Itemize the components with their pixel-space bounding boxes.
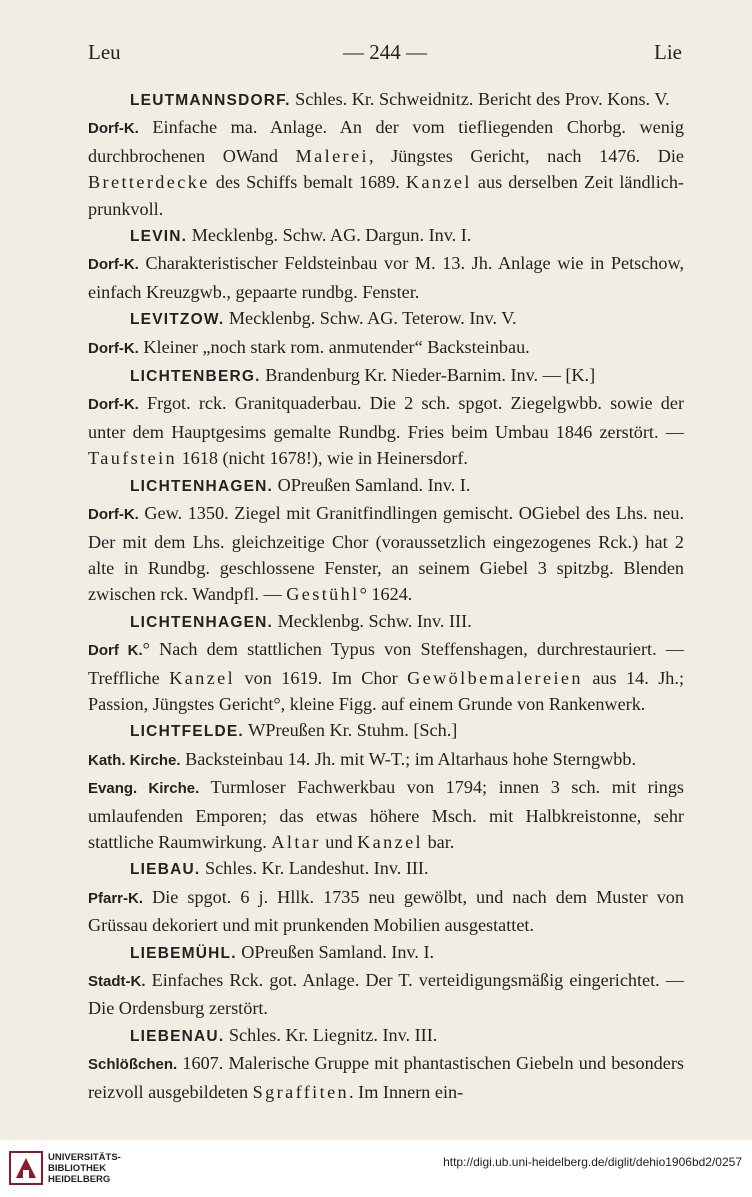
source-url-link[interactable]: http://digi.ub.uni-heidelberg.de/diglit/dehio1906bd2/0257 bbox=[443, 1155, 742, 1169]
building-entry: Schlößchen. 1607. Malerische Gruppe mit phantastischen Giebeln und besonders reizvoll ausgebildeten Sgraffiten. Im Innern ein- bbox=[88, 1053, 684, 1102]
building-entry: Evang. Kirche. Turmloser Fachwerkbau von 1794; innen 3 sch. mit rings umlaufenden Emporen; das etwas höhere Msch. mit Halbkreistonne, sehr stattliche Raumwirkung. Altar und Kanzel bar. bbox=[88, 777, 684, 852]
building-entry: Dorf-K. Kleiner „noch stark rom. anmutender“ Backsteinbau. bbox=[88, 336, 530, 357]
place-heading: LIEBAU. Schles. Kr. Landeshut. Inv. III. bbox=[130, 858, 429, 879]
building-entry: Dorf-K. Einfache ma. Anlage. An der vom tiefliegenden Chorbg. wenig durchbrochenen OWand Malerei, Jüngstes Gericht, nach 1476. Die Bretterdecke des Schiffs bemalt 1689. Kanzel aus derselben Zeit ländlich-prunkvoll. bbox=[88, 117, 684, 219]
building-entry: Dorf K.° Nach dem stattlichen Typus von Steffenshagen, durchrestauriert. — Treffliche Kanzel von 1619. Im Chor Gewölbemalereien aus 14. Jh.; Passion, Jüngstes Gericht°, kleine Figg. auf einem Grunde von Rankenwerk. bbox=[88, 639, 684, 714]
place-heading: LEVIN. Mecklenbg. Schw. AG. Dargun. Inv. I. bbox=[130, 225, 472, 246]
running-head-right: Lie bbox=[654, 40, 682, 64]
building-entry: Dorf-K. Charakteristischer Feldsteinbau vor M. 13. Jh. Anlage wie in Petschow, einfach Kreuzgwb., gepaarte rundbg. Fenster. bbox=[88, 253, 684, 302]
place-heading: LICHTFELDE. WPreußen Kr. Stuhm. [Sch.] bbox=[130, 720, 458, 741]
place-heading: LEUTMANNSDORF. Schles. Kr. Schweidnitz. Bericht des Prov. Kons. V. bbox=[130, 89, 670, 109]
place-heading: LIEBEMÜHL. OPreußen Samland. Inv. I. bbox=[130, 941, 435, 962]
main-text bbox=[88, 86, 684, 1105]
place-heading: LICHTENHAGEN. OPreußen Samland. Inv. I. bbox=[130, 474, 471, 495]
place-heading: LICHTENBERG. Brandenburg Kr. Nieder-Barnim. Inv. — [K.] bbox=[130, 365, 596, 386]
footer-bar bbox=[0, 1140, 752, 1197]
building-entry: Dorf-K. Gew. 1350. Ziegel mit Granitfindlingen gemischt. OGiebel des Lhs. neu. Der mit dem Lhs. gleichzeitige Chor (voraussetzlich eingezogenes Rck.) hat 2 alte in Rundbg. geschlossene Fenster, an seinem Giebel 3 spitzbg. Blenden zwischen rck. Wandpfl. — Gestühl° 1624. bbox=[88, 503, 684, 605]
place-heading: LICHTENHAGEN. Mecklenbg. Schw. Inv. III. bbox=[130, 610, 472, 631]
building-entry: Stadt-K. Einfaches Rck. got. Anlage. Der T. verteidigungsmäßig eingerichtet. — Die Ordensburg zerstört. bbox=[88, 970, 684, 1019]
library-name: UNIVERSITÄTS- BIBLIOTHEK HEIDELBERG bbox=[48, 1152, 121, 1185]
library-logo-icon bbox=[8, 1148, 44, 1188]
place-heading: LEVITZOW. Mecklenbg. Schw. AG. Teterow. Inv. V. bbox=[130, 308, 517, 329]
building-entry: Dorf-K. Frgot. rck. Granitquaderbau. Die 2 sch. spgot. Ziegelgwbb. sowie der unter dem Hauptgesims gemalte Rundbg. Fries beim Umbau 1846 zerstört. — Taufstein 1618 (nicht 1678!), wie in Heinersdorf. bbox=[88, 393, 684, 469]
running-head-left: Leu bbox=[88, 40, 121, 64]
page-number: — 244 — bbox=[343, 40, 427, 64]
running-head bbox=[88, 40, 682, 70]
building-entry: Pfarr-K. Die spgot. 6 j. Hllk. 1735 neu gewölbt, und nach dem Muster von Grüssau dekoriert und mit prunkenden Mobilien ausgestattet. bbox=[88, 886, 684, 936]
building-entry: Kath. Kirche. Backsteinbau 14. Jh. mit W-T.; im Altarhaus hohe Sterngwbb. bbox=[88, 748, 636, 769]
place-heading: LIEBENAU. Schles. Kr. Liegnitz. Inv. III. bbox=[130, 1024, 438, 1045]
